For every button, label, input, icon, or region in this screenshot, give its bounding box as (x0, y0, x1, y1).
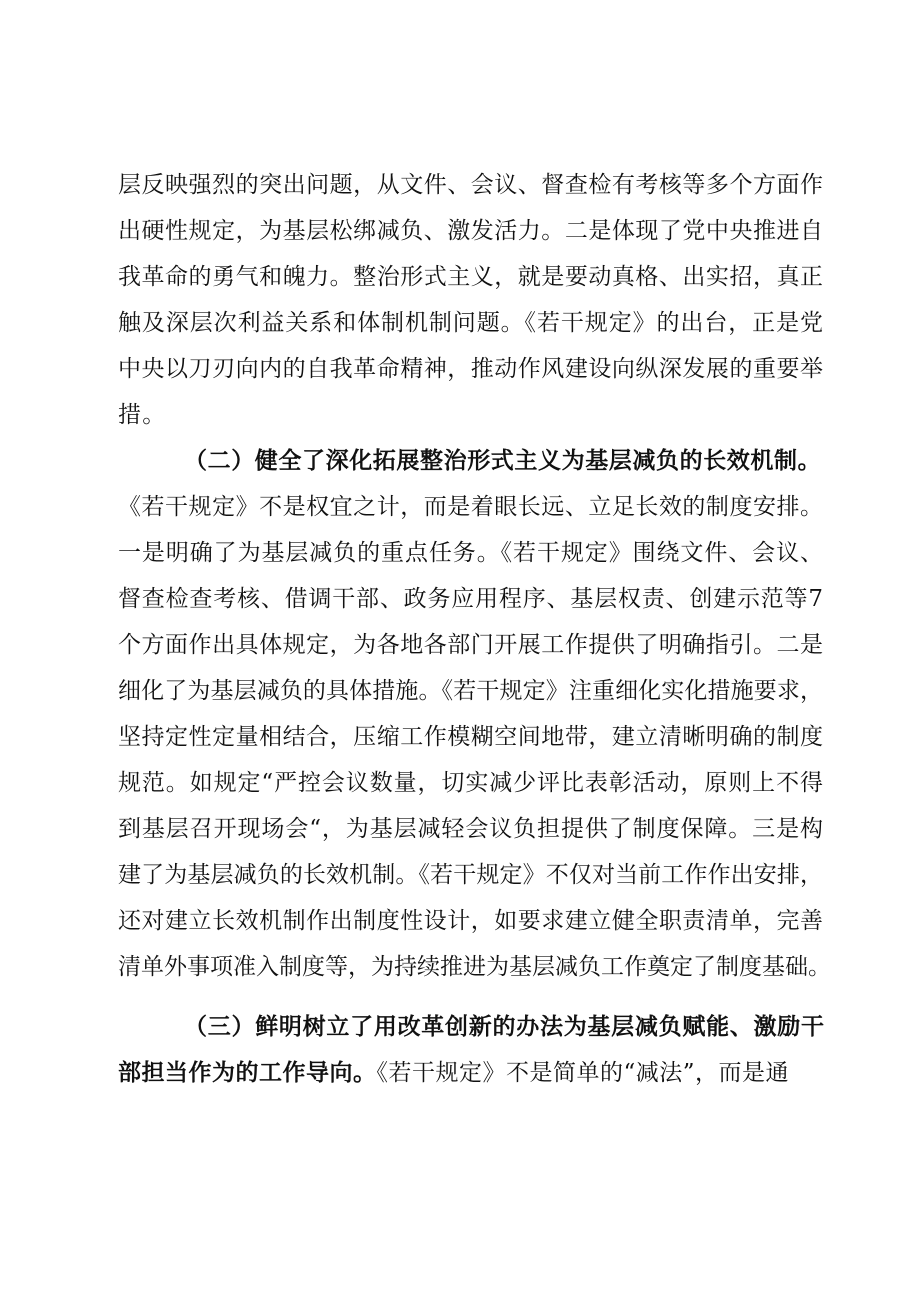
section-heading: （三）鲜明树立了用改革创新的办法为基层减负赋能、激励干 (184, 1014, 824, 1040)
paragraph-line: 规范。如规定“严控会议数量，切实减少评比表彰活动，原则上不得 (118, 770, 823, 796)
paragraph-line: 还对建立长效机制作出制度性设计，如要求建立健全职责清单，完善 (118, 908, 823, 934)
paragraph-line: 层反映强烈的突出问题，从文件、会议、督查检有考核等多个方面作 (118, 172, 823, 198)
paragraph-line: 触及深层次利益关系和体制机制问题。《若干规定》的出台，正是党 (118, 310, 823, 336)
paragraph-line: 《若干规定》不是权宜之计，而是着眼长远、立足长效的制度安排。 (118, 494, 823, 520)
paragraph-line: 我革命的勇气和魄力。整治形式主义，就是要动真格、出实招，真正 (118, 264, 823, 290)
paragraph-line: 建了为基层减负的长效机制。《若干规定》不仅对当前工作作出安排， (118, 862, 823, 888)
paragraph-line: 一是明确了为基层减负的重点任务。《若干规定》围绕文件、会议、 (118, 540, 823, 566)
paragraph-text: 《若干规定》不是简单的“减法”，而是通 (376, 1060, 790, 1086)
section-heading-bold: 部担当作为的工作导向。 (118, 1060, 377, 1086)
paragraph-line: 到基层召开现场会“，为基层减轻会议负担提供了制度保障。三是构 (118, 816, 823, 842)
paragraph-line: 清单外事项准入制度等，为持续推进为基层减负工作奠定了制度基础。 (118, 954, 831, 980)
paragraph-line: 中央以刀刃向内的自我革命精神，推动作风建设向纵深发展的重要举 (118, 356, 823, 382)
paragraph-line: 督查检查考核、借调干部、政务应用程序、基层权责、创建示范等7 (118, 586, 823, 612)
paragraph-line: 出硬性规定，为基层松绑减负、激发活力。二是体现了党中央推进自 (118, 218, 823, 244)
section-heading-line (118, 1058, 823, 1088)
paragraph-line: 个方面作出具体规定，为各地各部门开展工作提供了明确指引。二是 (118, 632, 823, 658)
paragraph-line: 措。 (118, 402, 167, 428)
paragraph-line: 细化了为基层减负的具体措施。《若干规定》注重细化实化措施要求， (118, 678, 823, 704)
paragraph-line: 坚持定性定量相结合，压缩工作模糊空间地带，建立清晰明确的制度 (118, 724, 823, 750)
section-heading: （二）健全了深化拓展整治形式主义为基层减负的长效机制。 (184, 448, 822, 474)
